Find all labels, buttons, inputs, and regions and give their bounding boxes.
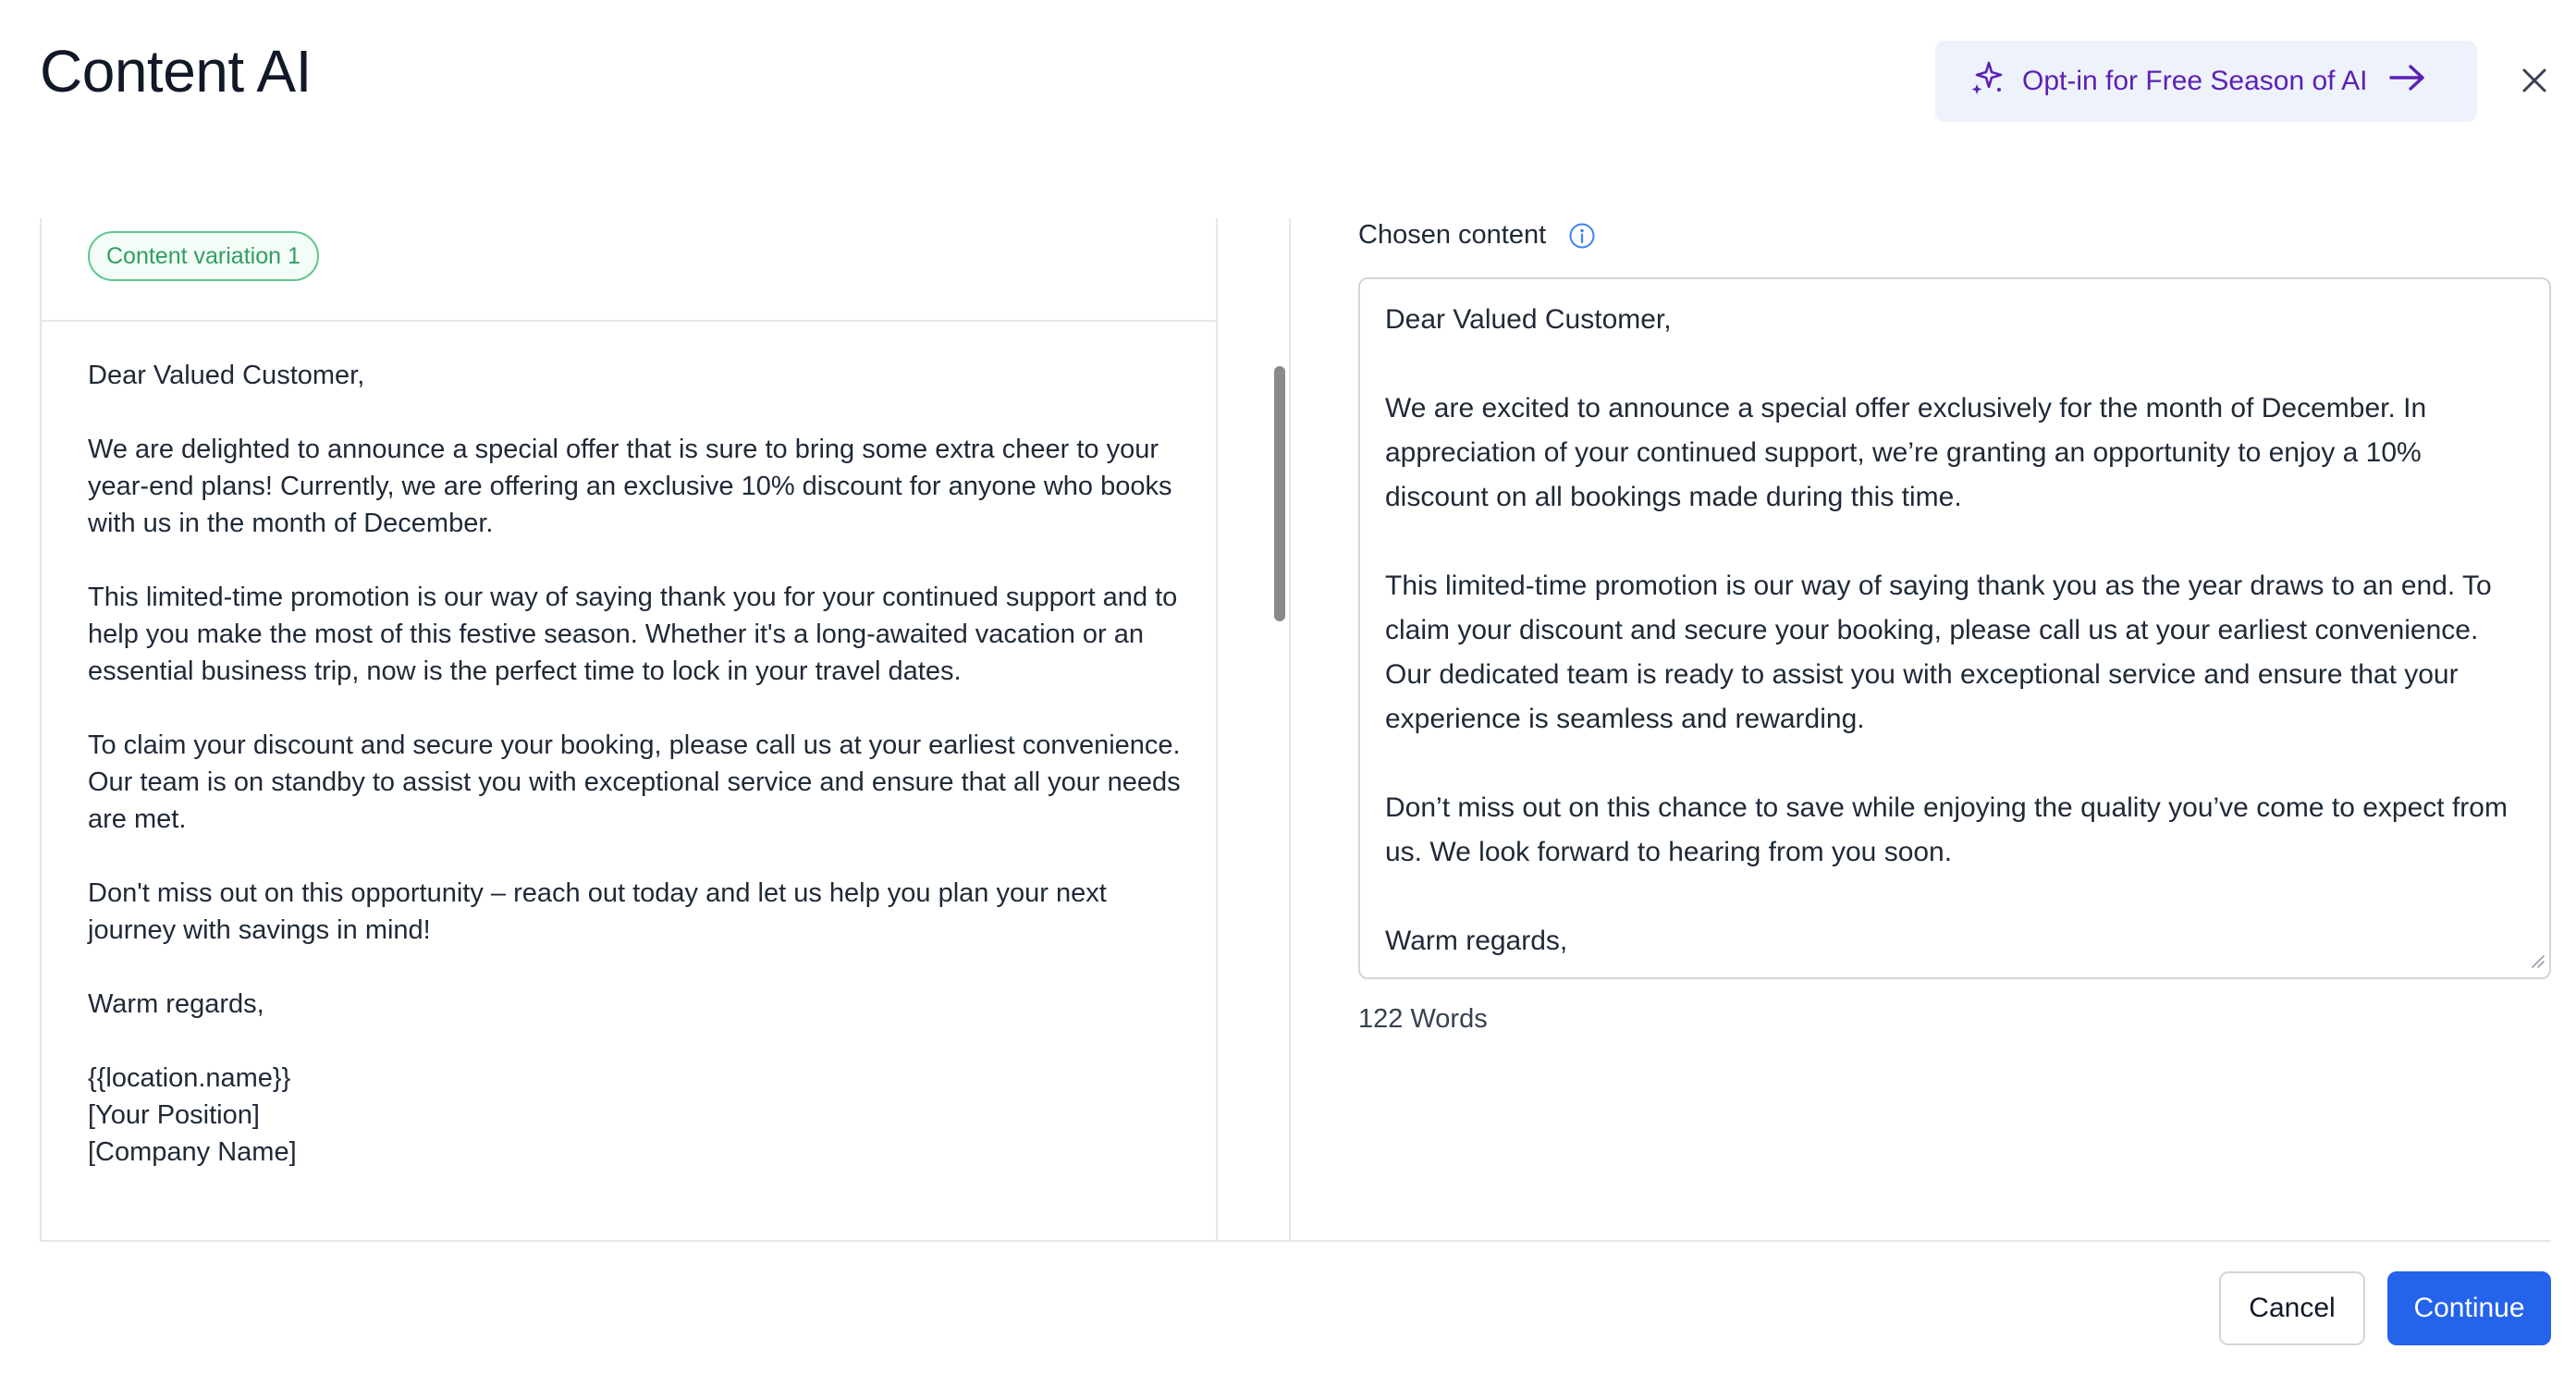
chosen-content-label xyxy=(1358,220,1596,251)
optin-label: Opt-in for Free Season of AI xyxy=(2022,66,2368,96)
word-count: 122 Words xyxy=(1358,1004,1488,1034)
chosen-content-textarea[interactable] xyxy=(1358,277,2551,979)
footer-divider xyxy=(40,1240,2551,1242)
content-variation-badge[interactable]: Content variation 1 xyxy=(88,231,319,281)
cancel-button[interactable]: Cancel xyxy=(2219,1271,2365,1345)
continue-button[interactable]: Continue xyxy=(2387,1271,2551,1345)
variation-text: Dear Valued Customer, We are delighted to announce a special offer that is sure to bring some extra cheer to your year-end plans! Currently, we are offering an exclusive 10% discount for anyone who books with us in the month of December. This limited-time promotion is our way of saying thank you for your continued support and to help you make the most of this festive season. Whether it's a long-awaited vacation or an essential business trip, now is the perfect time to lock in your travel dates. To claim your discount and secure your booking, please call us at your earliest convenience. Our team is on standby to assist you with exceptional service and ensure that all your needs are met. Don't miss out on this opportunity – reach out today and let us help you plan your next journey with savings in mind! Warm regards, {{location.name}} [Your Position] [Company Name] xyxy=(88,361,1181,1167)
close-icon[interactable] xyxy=(2515,61,2554,100)
info-icon[interactable] xyxy=(1568,222,1596,250)
content-variation-panel xyxy=(40,218,1218,1241)
optin-ai-button[interactable] xyxy=(1935,41,2477,122)
scrollbar-thumb[interactable] xyxy=(1274,366,1285,621)
divider xyxy=(42,320,1218,322)
resize-handle-icon[interactable] xyxy=(2529,952,2545,974)
arrow-right-icon xyxy=(2388,63,2427,100)
sparkle-icon xyxy=(1969,59,2006,104)
chosen-content-text: Chosen content xyxy=(1358,220,1547,250)
dialog-title: Content AI xyxy=(40,38,312,104)
chosen-content-body[interactable]: Dear Valued Customer, We are excited to announce a special offer exclusively for the month of December. In appreciation of your continued support, we’re granting an opportunity to enjoy a 10% discount on all bookings made during this time. This limited-time promotion is our way of saying thank you as the year draws to an end. To claim your discount and secure your booking, please call us at your earliest convenience. Our dedicated team is ready to assist you with exceptional service and ensure that your experience is seamless and rewarding. Don’t miss out on this chance to save while enjoying the quality you’ve come to expect from us. We look forward to hearing from you soon. Warm regards, xyxy=(1385,304,2508,956)
